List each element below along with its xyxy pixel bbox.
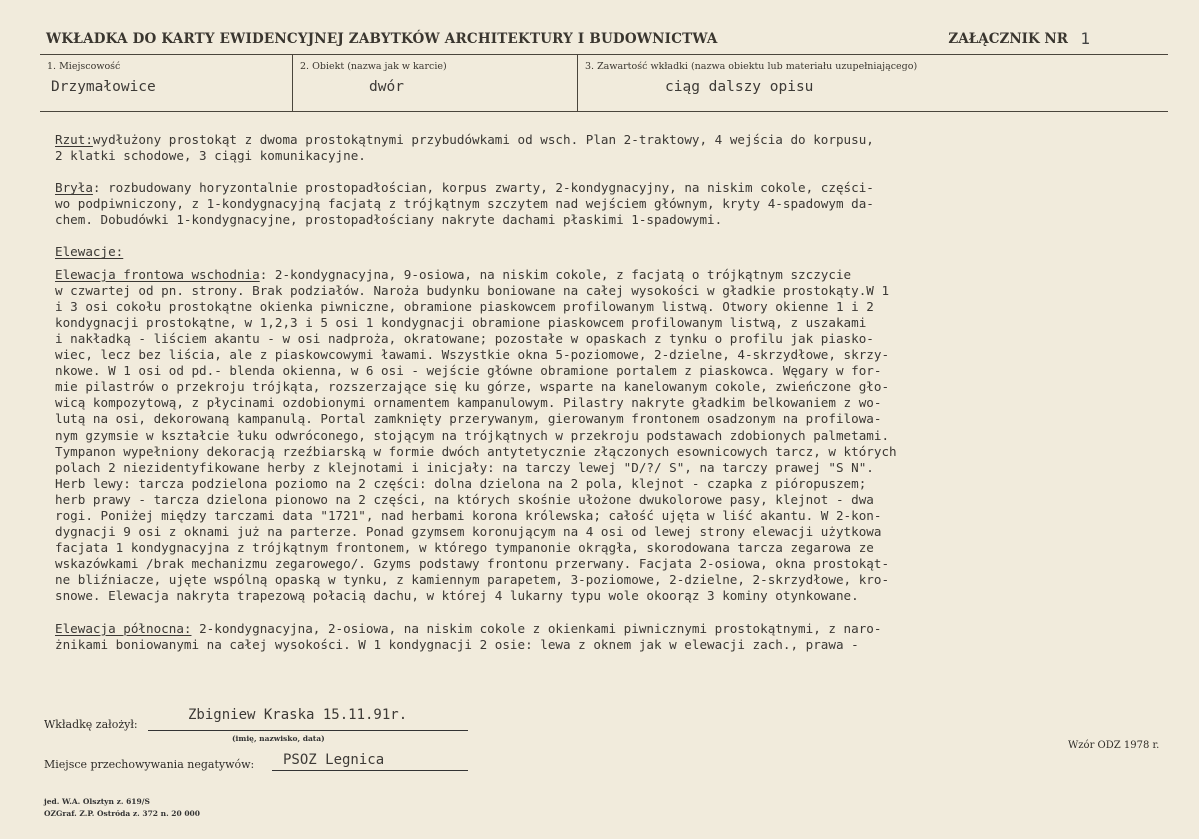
created-label: Wkładkę założył: <box>44 718 138 731</box>
text-line <box>55 508 1165 524</box>
line-text: 2 klatki schodowe, 3 ciągi komunikacyjne. <box>55 148 366 164</box>
text-line <box>55 411 1165 427</box>
line-text: mie pilastrów o przekroju trójkąta, rozszerzające się ku górze, wsparte na kanelowanym cokole, zwieńczone gło- <box>55 379 890 395</box>
text-line <box>55 428 1165 444</box>
paragraph-massing <box>55 180 1165 228</box>
line-text: nkowe. W 1 osi od pd.- blenda okienna, w 6 osi - wejście główne obramione portalem z piaskowca. Węgary w for- <box>55 363 882 379</box>
line-text: : 2-kondygnacyjna, 9-osiowa, na niskim cokole, z facjatą o trójkątnym szczycie <box>259 266 852 282</box>
line-text: : rozbudowany horyzontalnie prostopadłościan, korpus zwarty, 2-kondygnacyjny, na niskim cokole, części- <box>92 180 874 196</box>
print-info-2: OZGraf. Z.P. Ostróda z. 372 n. 20 000 <box>44 809 200 818</box>
field-object <box>292 55 576 111</box>
text-line <box>55 572 1165 588</box>
underlined-heading: Elewacja północna: <box>55 620 192 636</box>
text-line <box>55 347 1165 363</box>
text-line <box>55 148 1165 164</box>
field-locality-value: Drzymałowice <box>51 79 156 95</box>
line-text: polach 2 niezidentyfikowane herby z klejnotami i inicjały: na tarczy lewej "D/?/ S", na tarczy prawej "S N". <box>55 459 874 475</box>
storage-value: PSOZ Legnica <box>283 752 385 768</box>
text-line <box>55 212 1165 228</box>
line-text: snowe. Elewacja nakryta trapezową połacią dachu, w której 4 lukarny typu wole okoorąz 3 kominy otynkowane. <box>55 588 859 604</box>
line-text: dygnacji 9 osi z oknami już na parterze. Ponad gzymsem koronującym na 4 osi od lewej strony elewacji użytkowa <box>55 524 882 540</box>
line-text: 2-kondygnacyjna, 2-osiowa, na niskim cokole z okienkami piwnicznymi prostokątnymi, z naro- <box>191 620 882 636</box>
created-note: (imię, nazwisko, data) <box>232 734 325 743</box>
annex-number: 1 <box>1080 29 1090 48</box>
text-line <box>55 621 1165 637</box>
print-info-1: jed. W.A. Olsztyn z. 619/S <box>44 797 150 806</box>
text-line <box>55 379 1165 395</box>
form-fields <box>40 55 1168 112</box>
description-text <box>55 132 1165 653</box>
line-text: w czwartej od pn. strony. Brak podziałów. Naroża budynku boniowane na całej wysokości w gładkie prostokąty.W 1 <box>55 282 890 298</box>
text-line <box>55 331 1165 347</box>
line-text: wskazówkami /brak mechanizmu zegarowego/. Gzyms podstawy frontonu przerwany. Facjata 2-osiowa, okna prostokąt- <box>55 556 890 572</box>
field-contents <box>577 55 1169 111</box>
line-text: rogi. Poniżej między tarczami data "1721", nad herbami korona królewska; całość ujęta w liść akantu. W 2-kon- <box>55 507 882 523</box>
created-value: Zbigniew Kraska 15.11.91r. <box>188 707 408 723</box>
text-line <box>55 196 1165 212</box>
text-line <box>55 476 1165 492</box>
text-line <box>55 363 1165 379</box>
line-text: Herb lewy: tarcza podzielona poziomo na 2 części: dolna dzielona na 2 pola, klejnot - czapka z pióropuszem; <box>55 475 867 491</box>
line-text: wicą kompozytową, z płycinami ozdobionymi ornamentem kampanulowym. Pilastry nakryte gładkim belkowaniem z wo- <box>55 395 882 411</box>
storage-underline <box>272 770 468 771</box>
text-line <box>55 180 1165 196</box>
text-line <box>55 540 1165 556</box>
line-text: facjata 1 kondygnacyjna z trójkątnym frontonem, w którego tympanonie okrągła, skorodowana tarcza zegarowa ze <box>55 540 874 556</box>
line-text: i 3 osi cokołu prostokątne okienka piwniczne, obramione piaskowcem profilowanym listwą. Otwory okienne 1 i 2 <box>55 298 874 314</box>
line-text: lutą na osi, dekorowaną kampanulą. Portal zamknięty przerywanym, gierowanym frontonem osadzonym na profilowa- <box>55 411 882 427</box>
text-line <box>55 283 1165 299</box>
annex-label: ZAŁĄCZNIK NR <box>948 31 1068 47</box>
field-object-value: dwór <box>369 79 404 95</box>
section-heading-text: Elewacje: <box>55 244 124 260</box>
text-line <box>55 492 1165 508</box>
underlined-heading: Rzut: <box>55 132 93 147</box>
paragraph-plan <box>55 132 1165 164</box>
line-text: wiec, lecz bez liścia, ale z piaskowcowymi ławami. Wszystkie okna 5-poziomowe, 2-dzielne, 4-skrzydłowe, skrzy- <box>55 347 890 363</box>
text-line <box>55 460 1165 476</box>
line-text: herb prawy - tarcza dzielona pionowo na 2 części, na których skośnie ułożone dwukolorowe pasy, klejnot - dwa <box>55 491 874 507</box>
form-title: WKŁADKA DO KARTY EWIDENCYJNEJ ZABYTKÓW ARCHITEKTURY I BUDOWNICTWA <box>46 31 718 47</box>
paragraph-north-elevation <box>55 621 1165 653</box>
underlined-heading: Bryła <box>55 180 93 196</box>
line-text: nym gzymsie w kształcie łuku odwróconego, stojącym na trójkątnych w przekroju podstawach zdobionych palmetami. <box>55 427 890 443</box>
created-underline <box>148 730 468 731</box>
form-id: Wzór ODZ 1978 r. <box>1068 740 1160 751</box>
storage-label: Miejsce przechowywania negatywów: <box>44 758 255 771</box>
text-line <box>55 299 1165 315</box>
underlined-heading: Elewacja frontowa wschodnia <box>55 266 260 282</box>
text-line <box>55 132 1165 148</box>
section-heading <box>55 244 1165 260</box>
field-object-label: 2. Obiekt (nazwa jak w karcie) <box>300 61 447 72</box>
line-text: żnikami boniowanymi na całej wysokości. W 1 kondygnacji 2 osie: lewa z oknem jak w elewacji zach., prawa - <box>55 636 859 652</box>
paragraph-east-elevation <box>55 267 1165 605</box>
text-line <box>55 524 1165 540</box>
form-header <box>40 28 1168 55</box>
text-line <box>55 556 1165 572</box>
field-locality-label: 1. Miejscowość <box>47 61 121 72</box>
text-line <box>55 395 1165 411</box>
line-text: wydłużony prostokąt z dwoma prostokątnymi przybudówkami od wsch. Plan 2-traktowy, 4 wejścia do korpusu, <box>92 132 874 147</box>
line-text: wo podpiwniczony, z 1-kondygnacyjną facjatą z trójkątnym szczytem nad wejściem głównym, kryty 4-spadowym da- <box>55 196 874 212</box>
text-line <box>55 588 1165 604</box>
line-text: Tympanon wypełniony dekoracją rzeźbiarską w formie dwóch antytetycznie złączonych esownicowych tarcz, w których <box>55 443 897 459</box>
text-line <box>55 637 1165 653</box>
text-line <box>55 267 1165 283</box>
field-contents-value: ciąg dalszy opisu <box>665 79 814 95</box>
field-contents-label: 3. Zawartość wkładki (nazwa obiektu lub materiału uzupełniającego) <box>585 61 918 72</box>
line-text: i nakładką - liściem akantu - w osi nadproża, okratowane; pozostałe w opaskach z tynku o profilu jak piasko- <box>55 330 874 346</box>
line-text: kondygnacji prostokątne, w 1,2,3 i 5 osi 1 kondygnacji obramione piaskowcem profilowanym listwą, z uszakami <box>55 314 867 330</box>
line-text: chem. Dobudówki 1-kondygnacyjne, prostopadłościany nakryte dachami płaskimi 1-spadowymi. <box>55 212 723 228</box>
line-text: ne bliźniacze, ujęte wspólną opaską w tynku, z kamiennym parapetem, 3-poziomowe, 2-dzielne, 2-skrzydłowe, kro- <box>55 572 890 588</box>
field-locality <box>40 55 290 111</box>
text-line <box>55 315 1165 331</box>
text-line <box>55 444 1165 460</box>
